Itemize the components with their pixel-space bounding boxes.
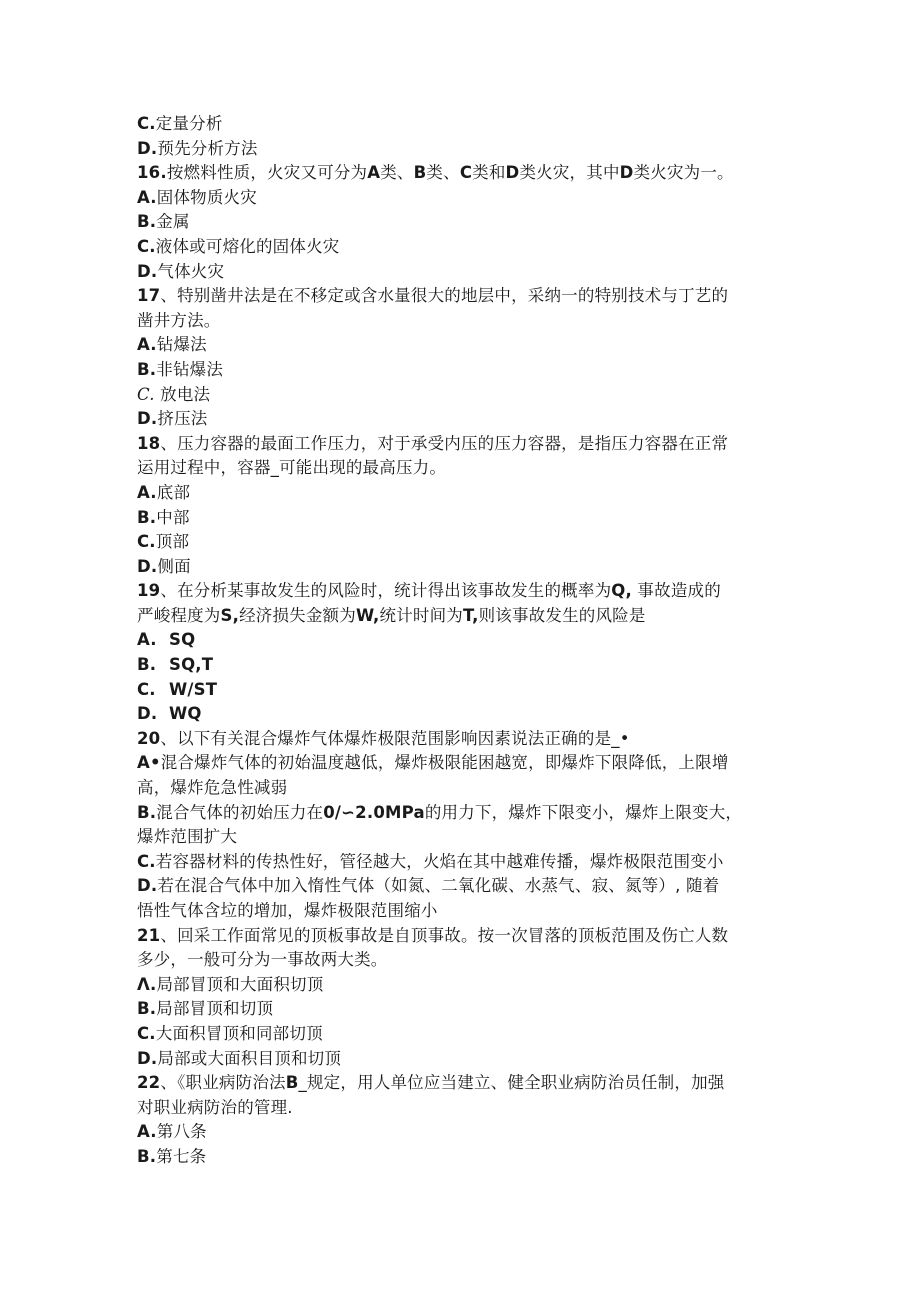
text-line	[137, 702, 787, 727]
text-segment: B	[285, 1073, 299, 1093]
text-line	[137, 751, 787, 776]
document-page	[137, 112, 787, 1170]
text-segment: 、特别凿井法是在不移定或含水量很大的地层中，采纳一的特别技术与丁艺的	[160, 286, 729, 306]
text-line	[137, 555, 787, 580]
option-key: A.	[137, 630, 157, 650]
text-line	[137, 579, 787, 604]
text-line	[137, 112, 787, 137]
text-line	[137, 407, 787, 432]
text-segment: 0/∽2.0MPa	[323, 802, 425, 822]
text-segment: 局部冒顶和切顶	[156, 999, 274, 1019]
text-segment: 、《职业病防治法	[160, 1073, 286, 1093]
text-line	[137, 383, 787, 408]
text-segment: 类、	[380, 163, 414, 183]
text-line	[137, 825, 787, 850]
text-line	[137, 235, 787, 260]
text-segment: 第七条	[156, 1146, 207, 1166]
text-line	[137, 1022, 787, 1047]
text-segment: 混合爆炸气体的初始温度越低，爆炸极限能困越宽，即爆炸下限降低，上限增	[160, 753, 729, 773]
text-segment: 、压力容器的最面工作压力，对于承受内压的压力容器，是指压力容器在正常	[160, 433, 729, 453]
text-segment: 按燃料性质，火灾又可分为	[166, 163, 368, 183]
text-line	[137, 432, 787, 457]
text-line	[137, 678, 787, 703]
text-segment: B.	[137, 802, 157, 822]
text-segment: 、以下有关混合爆炸气体爆炸极限范围影响因素说法正确的是_•	[160, 728, 630, 748]
text-segment: 事故造成的	[631, 581, 721, 601]
text-line	[137, 850, 787, 875]
text-segment: T,	[463, 605, 479, 625]
text-segment: D	[619, 163, 634, 183]
text-segment: 的用力下，爆炸下限变小，爆炸上限变大，	[424, 802, 743, 822]
text-line	[137, 210, 787, 235]
text-segment: 局部或大面积目顶和切顶	[157, 1048, 342, 1068]
text-segment: 中部	[156, 507, 190, 527]
text-segment: 悟性气体含垃的增加，爆炸极限范围缩小	[137, 901, 438, 920]
text-segment: B.	[137, 1146, 157, 1166]
text-segment: 定量分析	[155, 114, 223, 133]
text-segment: 顶部	[155, 532, 190, 552]
text-segment: 22	[137, 1073, 161, 1093]
text-line	[137, 506, 787, 531]
text-line	[137, 801, 787, 826]
text-line	[137, 604, 787, 629]
text-segment: D	[505, 163, 520, 183]
text-line	[137, 1071, 787, 1096]
text-line	[137, 481, 787, 506]
option-value: W/ST	[169, 679, 218, 699]
text-segment: 对职业病防治的管理.	[137, 1097, 293, 1117]
text-segment: 多少，一般可分为一事故两大类。	[137, 950, 388, 970]
text-segment: 若在混合气体中加入惰性气体（如氮、二氧化碳、水蒸气、寂、氮等）, 随着	[157, 876, 720, 896]
text-segment: C.	[137, 1023, 156, 1043]
text-line	[137, 1047, 787, 1072]
text-segment: 放电法	[154, 384, 211, 404]
text-segment: 气体火灾	[157, 261, 225, 281]
text-line	[137, 1096, 787, 1121]
text-line	[137, 530, 787, 555]
text-line	[137, 874, 787, 899]
text-segment: B.	[137, 999, 157, 1019]
text-line	[137, 628, 787, 653]
text-segment: 混合气体的初始压力在	[156, 802, 324, 822]
text-segment: 20	[137, 728, 161, 748]
option-key: B.	[137, 655, 157, 675]
text-segment: A	[367, 163, 381, 183]
text-segment: 类和	[472, 163, 506, 183]
option-value: SQ	[169, 630, 196, 650]
text-line	[137, 776, 787, 801]
text-line	[137, 309, 787, 334]
text-segment: 侧面	[157, 556, 191, 576]
text-segment: W,	[355, 605, 380, 625]
text-segment: B.	[137, 359, 157, 379]
text-segment: S,	[220, 605, 240, 625]
text-segment: D.	[137, 556, 158, 576]
text-segment: 经济损失金额为	[239, 605, 356, 625]
text-segment: 局部冒顶和大面积切顶	[156, 974, 324, 994]
text-segment: C.	[137, 114, 156, 133]
text-segment: 固体物质火灾	[156, 187, 257, 207]
text-segment: 21	[137, 925, 161, 945]
text-segment: 大面积冒顶和同部切顶	[155, 1023, 323, 1043]
option-key: D.	[137, 704, 158, 724]
text-segment: 液体或可熔化的固体火灾	[155, 236, 340, 256]
text-segment: D.	[137, 409, 158, 429]
text-segment: 则该事故发生的风险是	[478, 605, 646, 625]
text-line	[137, 997, 787, 1022]
text-line	[137, 653, 787, 678]
text-segment: 挤压法	[157, 409, 208, 429]
text-segment: C.	[137, 532, 156, 552]
text-line	[137, 333, 787, 358]
text-segment: 类火灾，其中	[519, 163, 620, 183]
text-line	[137, 161, 787, 186]
text-segment: 17	[137, 286, 161, 306]
text-segment: 爆炸范围扩大	[137, 827, 238, 847]
text-segment: D.	[137, 138, 158, 158]
text-segment: 高，爆炸危急性减弱	[137, 778, 288, 798]
text-segment: B.	[137, 507, 157, 527]
text-line	[137, 284, 787, 309]
text-segment: 统计时间为	[379, 605, 463, 625]
text-segment: 16.	[137, 163, 167, 183]
text-line	[137, 456, 787, 481]
text-segment: A.	[137, 482, 157, 502]
text-segment: 金属	[156, 212, 190, 232]
text-line	[137, 948, 787, 973]
text-segment: 类火灾为一。	[633, 163, 734, 183]
text-line	[137, 727, 787, 752]
text-segment: 类、	[426, 163, 460, 183]
text-segment: 预先分析方法	[157, 138, 258, 158]
text-line	[137, 260, 787, 285]
text-line	[137, 358, 787, 383]
text-segment: C.	[137, 236, 156, 256]
text-segment: 19	[137, 581, 161, 601]
text-segment: D.	[137, 876, 158, 896]
text-line	[137, 137, 787, 162]
text-line	[137, 899, 787, 924]
text-segment: B.	[137, 212, 157, 232]
text-segment: 18	[137, 433, 161, 453]
text-segment: _规定，用人单位应当建立、健全职业病防治员任制，加强	[298, 1073, 725, 1093]
text-segment: B	[413, 163, 427, 183]
text-segment: D.	[137, 1048, 158, 1068]
text-segment: 凿井方法。	[137, 310, 221, 330]
text-segment: A.	[137, 187, 157, 207]
text-segment: A.	[137, 1122, 157, 1142]
text-segment: 底部	[156, 482, 191, 502]
text-segment: 、在分析某事故发生的风险时，统计得出该事故发生的概率为	[160, 581, 612, 601]
text-segment: 钻爆法	[156, 335, 207, 355]
text-segment: Λ.	[137, 974, 157, 994]
text-line	[137, 924, 787, 949]
option-value: WQ	[169, 704, 202, 724]
text-line	[137, 973, 787, 998]
text-segment: D.	[137, 261, 158, 281]
text-segment: 第八条	[156, 1122, 207, 1142]
text-segment: 严峻程度为	[137, 605, 221, 625]
option-key: C.	[137, 679, 156, 699]
text-segment: C.	[137, 384, 155, 404]
text-line	[137, 1145, 787, 1170]
text-segment: 、回采工作面常见的顶板事故是自顶事故。按一次冒落的顶板范围及伤亡人数	[160, 925, 729, 945]
text-segment: A.	[137, 335, 157, 355]
text-segment: 非钻爆法	[156, 359, 224, 379]
text-line	[137, 1120, 787, 1145]
text-segment: A•	[137, 753, 161, 773]
text-segment: Q,	[611, 581, 632, 601]
text-segment: 若容器材料的传热性好，管径越大，火焰在其中越难传播，爆炸极限范围变小	[155, 851, 724, 871]
text-segment: C	[459, 163, 473, 183]
text-segment: C.	[137, 851, 156, 871]
text-segment: 运用过程中，容器_可能出现的最高压力。	[137, 458, 447, 478]
text-line	[137, 186, 787, 211]
option-value: SQ,T	[169, 655, 214, 675]
